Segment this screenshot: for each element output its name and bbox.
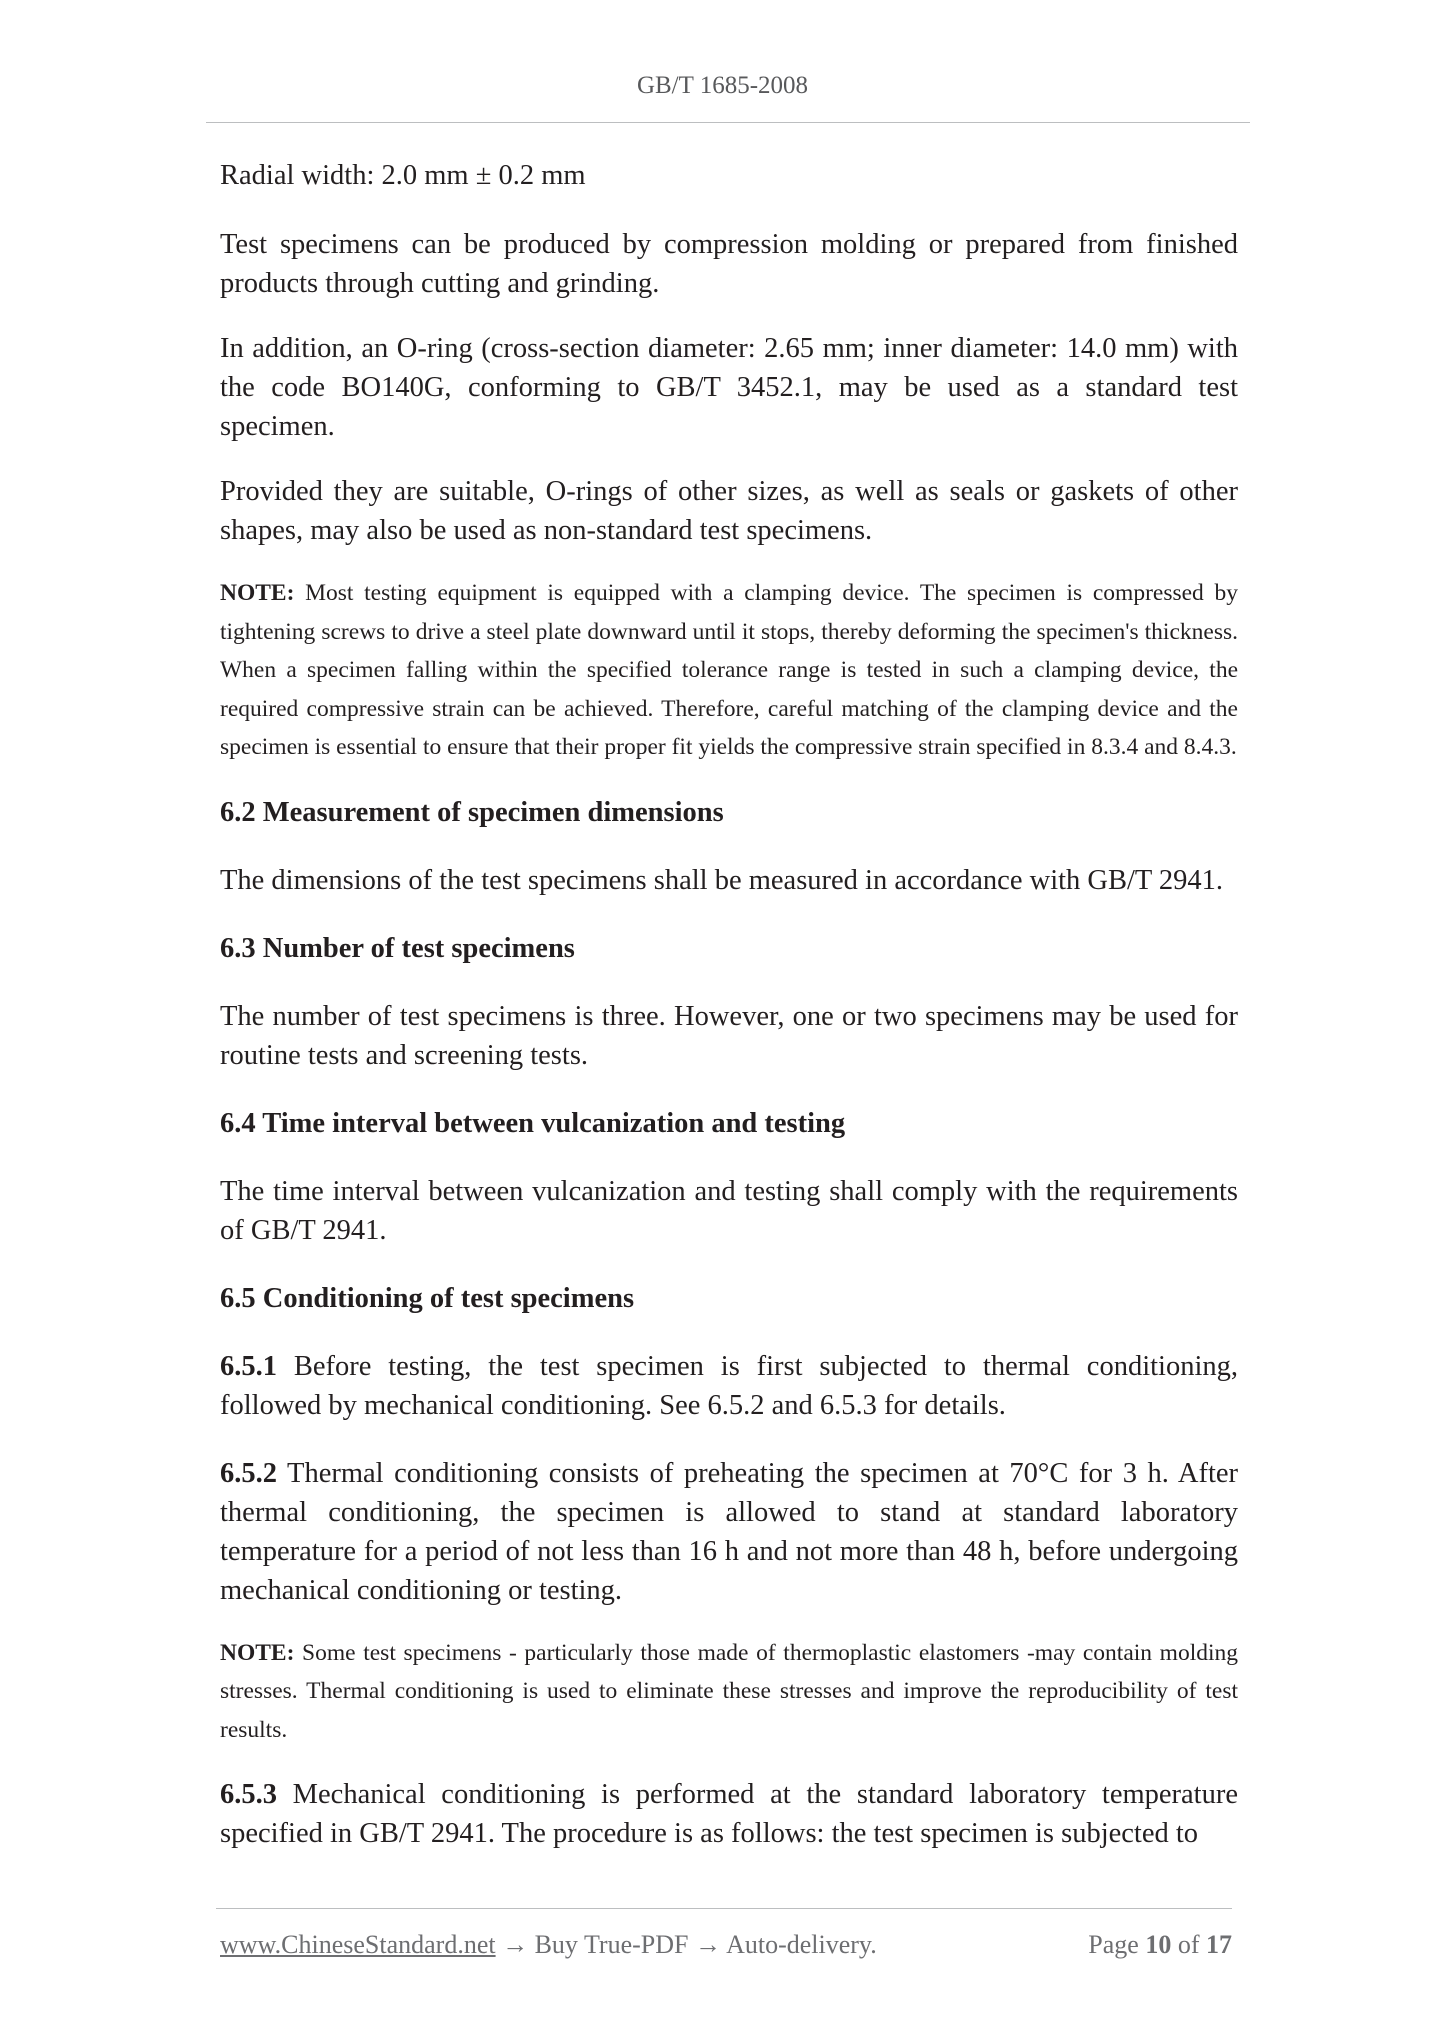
clause-number-6-5-3: 6.5.3 <box>220 1779 277 1810</box>
paragraph-6-5-3 <box>220 1775 1238 1853</box>
auto-delivery-text: Auto-delivery. <box>726 1930 877 1959</box>
page-word: Page <box>1088 1930 1139 1959</box>
clause-text-6-5-3: Mechanical conditioning is performed at the standard laboratory temperature specified in GB/T 2941. The procedure is as follows: the test specimen is subjected to <box>220 1779 1238 1849</box>
current-page-number: 10 <box>1145 1930 1172 1959</box>
page-number <box>1088 1927 1232 1963</box>
website-link[interactable]: www.ChineseStandard.net <box>220 1930 496 1959</box>
clause-text-6-5-2: Thermal conditioning consists of preheating the specimen at 70°C for 3 h. After thermal conditioning, the specimen is allowed to stand at standard laboratory temperature for a period of not less than 16 h and not more than 48 h, before undergoing mechanical conditioning or testing. <box>220 1457 1238 1606</box>
clause-number-6-5-2: 6.5.2 <box>220 1457 277 1489</box>
arrow-icon: → <box>495 1930 535 1959</box>
note-label: NOTE: <box>220 580 295 606</box>
paragraph-6-4: The time interval between vulcanization and testing shall comply with the requirements of GB/T 2941. <box>220 1175 1238 1246</box>
note-thermal-conditioning <box>220 1634 1238 1750</box>
document-header-code: GB/T 1685-2008 <box>636 72 809 99</box>
of-word: of <box>1177 1930 1200 1959</box>
footer-promo <box>220 1927 877 1963</box>
paragraph-6-3: The number of test specimens is three. However, one or two specimens may be used for routine tests and screening tests. <box>220 1000 1238 1071</box>
note-text: Some test specimens - particularly those made of thermoplastic elastomers -may contain molding stresses. Thermal conditioning is used to eliminate these stresses and improve the reproducibility of test results. <box>220 1639 1238 1743</box>
paragraph-specimen-production: Test specimens can be produced by compression molding or prepared from finished products through cutting and grinding. <box>220 229 1238 299</box>
heading-6-4: 6.4 Time interval between vulcanization and testing <box>220 1107 846 1139</box>
paragraph-6-5-2 <box>220 1454 1238 1610</box>
radial-width-line: Radial width: 2.0 mm ± 0.2 mm <box>220 160 586 191</box>
paragraph-6-5-1 <box>220 1347 1238 1425</box>
note-clamping-device <box>220 574 1238 767</box>
total-pages-number: 17 <box>1206 1930 1232 1959</box>
paragraph-o-ring-standard: In addition, an O-ring (cross-section diameter: 2.65 mm; inner diameter: 14.0 mm) with the code BO140G, conforming to GB/T 3452.1, may be used as a standard test specimen. <box>220 333 1238 442</box>
page-content <box>220 156 1238 1853</box>
buy-true-pdf-text: Buy True-PDF <box>534 1930 689 1959</box>
arrow-icon: → <box>688 1930 727 1959</box>
clause-number-6-5-1: 6.5.1 <box>220 1350 277 1382</box>
paragraph-6-2: The dimensions of the test specimens shall be measured in accordance with GB/T 2941. <box>220 864 1224 896</box>
heading-6-5: 6.5 Conditioning of test specimens <box>220 1282 635 1314</box>
clause-text-6-5-1: Before testing, the test specimen is first subjected to thermal conditioning, followed by mechanical conditioning. See 6.5.2 and 6.5.3 for details. <box>220 1350 1238 1421</box>
heading-6-2: 6.2 Measurement of specimen dimensions <box>220 796 724 828</box>
footer-divider <box>216 1908 1232 1909</box>
note-label: NOTE: <box>220 1639 295 1666</box>
note-text: Most testing equipment is equipped with a clamping device. The specimen is compressed by tightening screws to drive a steel plate downward until it stops, thereby deforming the specimen's thickness. When a specimen falling within the specified tolerance range is tested in such a clamping device, the required compressive strain can be achieved. Therefore, careful matching of the clamping device and the specimen is essential to ensure that their proper fit yields the compressive strain specified in 8.3.4 and 8.4.3. <box>220 580 1238 760</box>
heading-6-3: 6.3 Number of test specimens <box>220 932 575 964</box>
header-divider <box>206 122 1250 123</box>
paragraph-other-sizes: Provided they are suitable, O-rings of other sizes, as well as seals or gaskets of other shapes, may also be used as non-standard test specimens. <box>220 476 1238 546</box>
